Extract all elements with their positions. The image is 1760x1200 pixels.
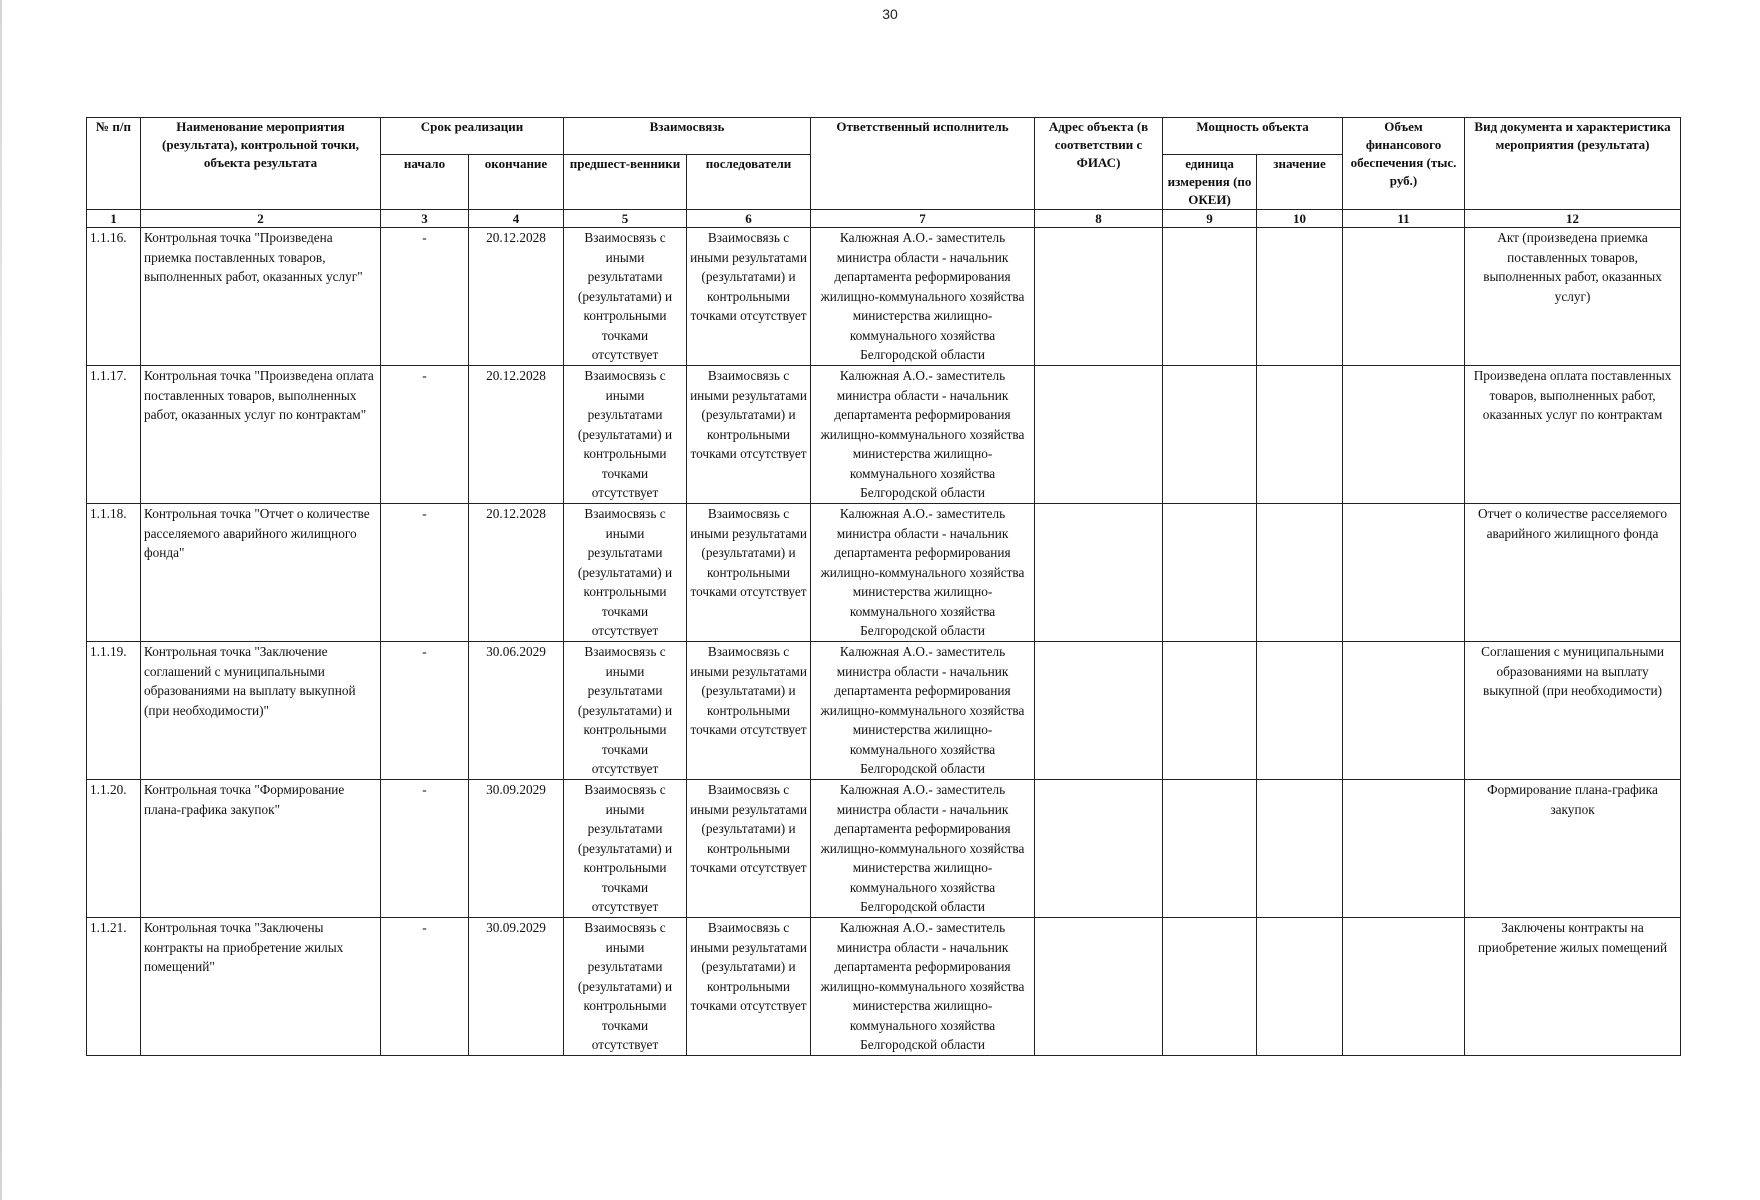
header-name: Наименование мероприятия (результата), контрольной точки, объекта результата (141, 118, 381, 210)
row-number: 1.1.20. (87, 780, 141, 918)
row-address (1035, 228, 1163, 366)
row-successors: Взаимосвязь с иными результатами (результатами) и контрольными точками отсутствует (687, 642, 811, 780)
column-number: 5 (564, 210, 687, 228)
row-responsible: Калюжная А.О.- заместитель министра области - начальник департамента реформирования жилищно-коммунального хозяйства министерства жилищно-коммунального хозяйства Белгородской области (811, 504, 1035, 642)
row-end: 30.09.2029 (469, 780, 564, 918)
column-number: 1 (87, 210, 141, 228)
row-finance (1343, 366, 1465, 504)
table-row (87, 780, 1681, 918)
row-address (1035, 642, 1163, 780)
row-unit (1163, 228, 1257, 366)
row-address (1035, 366, 1163, 504)
row-number: 1.1.18. (87, 504, 141, 642)
table-row (87, 642, 1681, 780)
header-link-pred: предшест-венники (564, 155, 687, 210)
row-finance (1343, 504, 1465, 642)
row-finance (1343, 780, 1465, 918)
row-value (1257, 642, 1343, 780)
row-start: - (381, 504, 469, 642)
header-num: № п/п (87, 118, 141, 210)
row-start: - (381, 228, 469, 366)
row-document: Акт (произведена приемка поставленных товаров, выполненных работ, оказанных услуг) (1465, 228, 1681, 366)
row-predecessors: Взаимосвязь с иными результатами (результатами) и контрольными точками отсутствует (564, 918, 687, 1056)
column-number: 10 (1257, 210, 1343, 228)
row-responsible: Калюжная А.О.- заместитель министра области - начальник департамента реформирования жилищно-коммунального хозяйства министерства жилищно-коммунального хозяйства Белгородской области (811, 918, 1035, 1056)
row-unit (1163, 780, 1257, 918)
column-number: 4 (469, 210, 564, 228)
scan-edge-line (0, 0, 2, 1200)
row-unit (1163, 504, 1257, 642)
row-value (1257, 504, 1343, 642)
header-responsible: Ответственный исполнитель (811, 118, 1035, 210)
row-name: Контрольная точка "Заключены контракты на приобретение жилых помещений" (141, 918, 381, 1056)
row-end: 20.12.2028 (469, 504, 564, 642)
row-number: 1.1.21. (87, 918, 141, 1056)
table-row (87, 504, 1681, 642)
column-number: 3 (381, 210, 469, 228)
header-finance: Объем финансового обеспечения (тыс. руб.) (1343, 118, 1465, 210)
row-successors: Взаимосвязь с иными результатами (результатами) и контрольными точками отсутствует (687, 366, 811, 504)
row-end: 20.12.2028 (469, 228, 564, 366)
row-start: - (381, 780, 469, 918)
column-number: 7 (811, 210, 1035, 228)
table-header (87, 118, 1681, 228)
row-finance (1343, 228, 1465, 366)
row-document: Произведена оплата поставленных товаров, выполненных работ, оказанных услуг по контрактам (1465, 366, 1681, 504)
table-row (87, 228, 1681, 366)
row-name: Контрольная точка "Заключение соглашений с муниципальными образованиями на выплату выкупной (при необходимости)" (141, 642, 381, 780)
row-value (1257, 918, 1343, 1056)
row-name: Контрольная точка "Отчет о количестве расселяемого аварийного жилищного фонда" (141, 504, 381, 642)
header-address: Адрес объекта (в соответствии с ФИАС) (1035, 118, 1163, 210)
row-unit (1163, 918, 1257, 1056)
header-power: Мощность объекта (1163, 118, 1343, 155)
row-document: Отчет о количестве расселяемого аварийного жилищного фонда (1465, 504, 1681, 642)
row-predecessors: Взаимосвязь с иными результатами (результатами) и контрольными точками отсутствует (564, 780, 687, 918)
row-responsible: Калюжная А.О.- заместитель министра области - начальник департамента реформирования жилищно-коммунального хозяйства министерства жилищно-коммунального хозяйства Белгородской области (811, 366, 1035, 504)
row-number: 1.1.17. (87, 366, 141, 504)
row-end: 30.09.2029 (469, 918, 564, 1056)
row-number: 1.1.16. (87, 228, 141, 366)
row-number: 1.1.19. (87, 642, 141, 780)
column-number: 2 (141, 210, 381, 228)
row-successors: Взаимосвязь с иными результатами (результатами) и контрольными точками отсутствует (687, 504, 811, 642)
header-document: Вид документа и характеристика мероприятия (результата) (1465, 118, 1681, 210)
header-term: Срок реализации (381, 118, 564, 155)
row-responsible: Калюжная А.О.- заместитель министра области - начальник департамента реформирования жилищно-коммунального хозяйства министерства жилищно-коммунального хозяйства Белгородской области (811, 780, 1035, 918)
row-predecessors: Взаимосвязь с иными результатами (результатами) и контрольными точками отсутствует (564, 504, 687, 642)
row-name: Контрольная точка "Формирование плана-графика закупок" (141, 780, 381, 918)
row-predecessors: Взаимосвязь с иными результатами (результатами) и контрольными точками отсутствует (564, 366, 687, 504)
row-name: Контрольная точка "Произведена приемка поставленных товаров, выполненных работ, оказанных услуг" (141, 228, 381, 366)
column-number: 9 (1163, 210, 1257, 228)
header-term-start: начало (381, 155, 469, 210)
row-unit (1163, 366, 1257, 504)
row-end: 30.06.2029 (469, 642, 564, 780)
table-body (87, 228, 1681, 1056)
table-row (87, 366, 1681, 504)
row-value (1257, 228, 1343, 366)
implementation-plan-table (86, 117, 1681, 1056)
row-address (1035, 780, 1163, 918)
table-row (87, 918, 1681, 1056)
row-name: Контрольная точка "Произведена оплата поставленных товаров, выполненных работ, оказанных услуг по контрактам" (141, 366, 381, 504)
row-document: Заключены контракты на приобретение жилых помещений (1465, 918, 1681, 1056)
header-link-succ: последователи (687, 155, 811, 210)
header-link: Взаимосвязь (564, 118, 811, 155)
row-finance (1343, 918, 1465, 1056)
header-term-end: окончание (469, 155, 564, 210)
row-responsible: Калюжная А.О.- заместитель министра области - начальник департамента реформирования жилищно-коммунального хозяйства министерства жилищно-коммунального хозяйства Белгородской области (811, 228, 1035, 366)
page-number: 30 (882, 6, 898, 22)
row-start: - (381, 918, 469, 1056)
row-successors: Взаимосвязь с иными результатами (результатами) и контрольными точками отсутствует (687, 228, 811, 366)
row-document: Соглашения с муниципальными образованиями на выплату выкупной (при необходимости) (1465, 642, 1681, 780)
row-successors: Взаимосвязь с иными результатами (результатами) и контрольными точками отсутствует (687, 780, 811, 918)
row-finance (1343, 642, 1465, 780)
column-number: 8 (1035, 210, 1163, 228)
column-number: 12 (1465, 210, 1681, 228)
row-document: Формирование плана-графика закупок (1465, 780, 1681, 918)
column-number: 6 (687, 210, 811, 228)
column-number-row (87, 210, 1681, 228)
row-predecessors: Взаимосвязь с иными результатами (результатами) и контрольными точками отсутствует (564, 228, 687, 366)
header-power-value: значение (1257, 155, 1343, 210)
row-successors: Взаимосвязь с иными результатами (результатами) и контрольными точками отсутствует (687, 918, 811, 1056)
row-end: 20.12.2028 (469, 366, 564, 504)
header-power-unit: единица измерения (по ОКЕИ) (1163, 155, 1257, 210)
row-address (1035, 504, 1163, 642)
row-address (1035, 918, 1163, 1056)
row-predecessors: Взаимосвязь с иными результатами (результатами) и контрольными точками отсутствует (564, 642, 687, 780)
row-value (1257, 366, 1343, 504)
row-value (1257, 780, 1343, 918)
row-unit (1163, 642, 1257, 780)
row-start: - (381, 366, 469, 504)
row-responsible: Калюжная А.О.- заместитель министра области - начальник департамента реформирования жилищно-коммунального хозяйства министерства жилищно-коммунального хозяйства Белгородской области (811, 642, 1035, 780)
column-number: 11 (1343, 210, 1465, 228)
row-start: - (381, 642, 469, 780)
